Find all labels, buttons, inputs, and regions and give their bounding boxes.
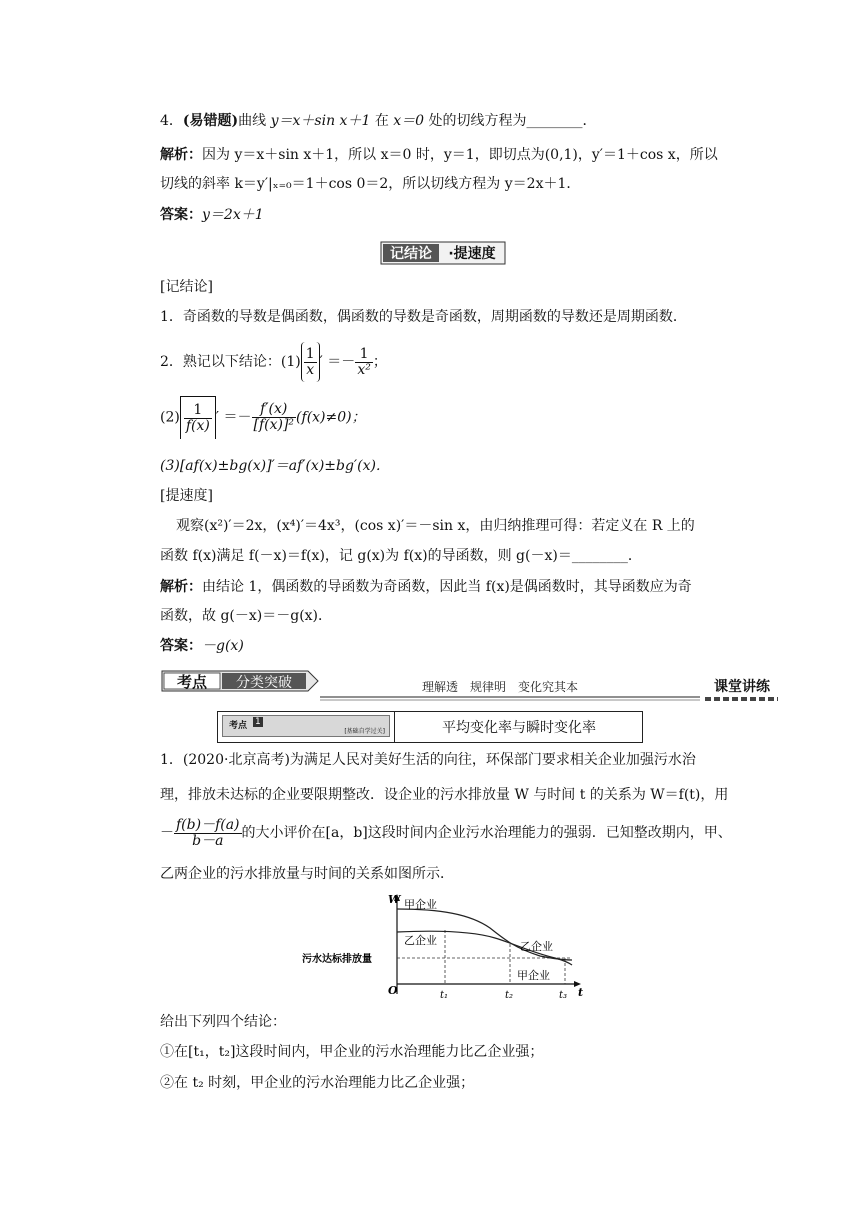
topic-box <box>217 711 643 743</box>
problem1-c2: ②在 t₂ 时刻，甲企业的污水治理能力比乙企业强； <box>160 1075 475 1091</box>
topic-divider <box>394 712 395 742</box>
emission-chart <box>300 892 590 1000</box>
banner-left2: 分类突破 <box>236 675 292 691</box>
q4-answer <box>160 205 264 225</box>
conclusion-item1: 1．奇函数的导数是偶函数，偶函数的导数是奇函数，周期函数的导数还是周期函数． <box>160 309 687 325</box>
analysis-text: 因为 y＝x＋sin x＋1，所以 x＝0 时，y＝1，即切点为(0,1)，y′＝1＋cos x，所以 <box>202 147 718 163</box>
item2-num: 1 <box>305 345 315 362</box>
speed-line2: 函数 f(x)满足 f(－x)＝f(x)，记 g(x)为 f(x)的导函数，则 g(－x)＝________． <box>160 548 642 564</box>
series-jia-end-label: 甲企业 <box>517 969 550 982</box>
q4-analysis-line1 <box>160 145 718 165</box>
q4-analysis-line2: 切线的斜率 k＝y′|ₓ₌₀＝1＋cos 0＝2，所以切线方程为 y＝2x＋1． <box>160 176 581 192</box>
section-badge <box>380 240 508 266</box>
q4-number: 4． <box>160 113 183 129</box>
problem1-line1: 1．(2020·北京高考)为满足人民对美好生活的向往，环保部门要求相关企业加强污水治 <box>160 752 696 768</box>
banner-left1: 考点 <box>176 673 208 691</box>
speed-answer-label: 答案： <box>160 638 202 654</box>
line3-prefix: － <box>160 825 174 841</box>
analysis-label: 解析： <box>160 147 202 163</box>
topic-small-note: [基础自学过关] <box>344 728 385 735</box>
x-axis-label: t <box>578 986 584 999</box>
section-banner <box>160 667 780 707</box>
q4-condition: x＝0 <box>393 113 425 129</box>
speed-analysis-label: 解析： <box>160 579 202 595</box>
threshold-label: 污水达标排放量 <box>302 954 372 965</box>
conclusion-heading: [记结论] <box>160 279 213 295</box>
frac-num: f(b)－f(a) <box>176 816 240 833</box>
topic-label-area <box>222 715 390 737</box>
conclusion-item2 <box>160 342 387 382</box>
item3-num: 1 <box>184 403 212 419</box>
item2-rden: x² <box>357 361 371 378</box>
conclusion-item3 <box>160 396 366 439</box>
conclusion-item4: (3)[af(x)±bg(x)]′＝af′(x)±bg′(x)． <box>160 458 390 474</box>
speed-answer-value: －g(x) <box>202 638 244 654</box>
item2-eq: ′ ＝－ <box>319 354 356 370</box>
answer-value: y＝2x＋1 <box>202 207 264 223</box>
item3-rden: [f(x)]² <box>253 417 295 433</box>
item3-bracket <box>180 396 216 439</box>
speed-heading: [提速度] <box>160 488 213 504</box>
line3-rest: 的大小评价在[a，b]这段时间内企业污水治理能力的强弱．已知整改期内，甲、 <box>241 825 732 841</box>
problem1-line4: 乙两企业的污水排放量与时间的关系如图所示． <box>160 866 454 882</box>
q4-post: 处的切线方程为________． <box>424 113 597 129</box>
item3-den: f(x) <box>185 417 210 434</box>
item3-eq: ′ ＝－ <box>215 409 252 426</box>
speed-line1: 观察(x²)′＝2x，(x⁴)′＝4x³，(cos x)′＝－sin x，由归纳推理可得：若定义在 R 上的 <box>176 518 695 534</box>
problem1-line2: 理，排放未达标的企业要限期整改．设企业的污水排放量 W 与时间 t 的关系为 W＝f(t)，用 <box>160 787 729 803</box>
series-yi-end-label: 乙企业 <box>520 940 553 953</box>
q4-line <box>160 111 597 131</box>
problem1-line3 <box>160 816 732 850</box>
item2-den: x <box>306 361 315 378</box>
item2-rnum: 1 <box>355 347 373 363</box>
answer-label: 答案： <box>160 207 202 223</box>
item3-rnum: f′(x) <box>252 402 297 418</box>
y-axis-label: W <box>388 893 401 906</box>
banner-right: 课堂讲练 <box>714 679 770 695</box>
topic-small-label: 考点 <box>229 721 248 731</box>
q4-tag: (易错题) <box>182 113 239 129</box>
item2-bracket <box>301 342 320 382</box>
series-jia-label: 甲企业 <box>404 898 437 911</box>
item2-end: ； <box>372 354 387 370</box>
origin-label: O <box>388 984 398 997</box>
badge-part2: ·提速度 <box>448 246 496 262</box>
banner-middle: 理解透 规律明 变化究其本 <box>421 680 579 694</box>
q4-equation: y＝x＋sin x＋1 <box>270 113 371 129</box>
series-yi-label: 乙企业 <box>404 934 437 947</box>
frac-den: b－a <box>192 832 224 849</box>
speed-answer <box>160 636 244 656</box>
item3-end: (f(x)≠0)； <box>296 409 366 426</box>
speed-analysis1 <box>160 577 692 597</box>
item2-pre: 2．熟记以下结论：(1) <box>160 354 301 370</box>
speed-analysis2: 函数，故 g(－x)＝－g(x)． <box>160 608 333 624</box>
topic-small-num: 1 <box>255 717 261 727</box>
tick-t2: t₂ <box>505 990 514 1000</box>
problem1-c1: ①在[t₁，t₂]这段时间内，甲企业的污水治理能力比乙企业强； <box>160 1044 544 1060</box>
badge-part1: 记结论 <box>390 246 432 262</box>
problem1-line5: 给出下列四个结论： <box>160 1014 286 1030</box>
topic-title: 平均变化率与瞬时变化率 <box>442 720 596 736</box>
tick-t1: t₁ <box>440 990 449 1000</box>
item3-pre: (2) <box>160 409 180 426</box>
q4-pre: 曲线 <box>238 113 271 129</box>
tick-t3: t₃ <box>559 990 568 1000</box>
q4-mid: 在 <box>370 113 394 129</box>
speed-analysis-text: 由结论 1，偶函数的导函数为奇函数，因此当 f(x)是偶函数时，其导函数应为奇 <box>202 579 692 595</box>
